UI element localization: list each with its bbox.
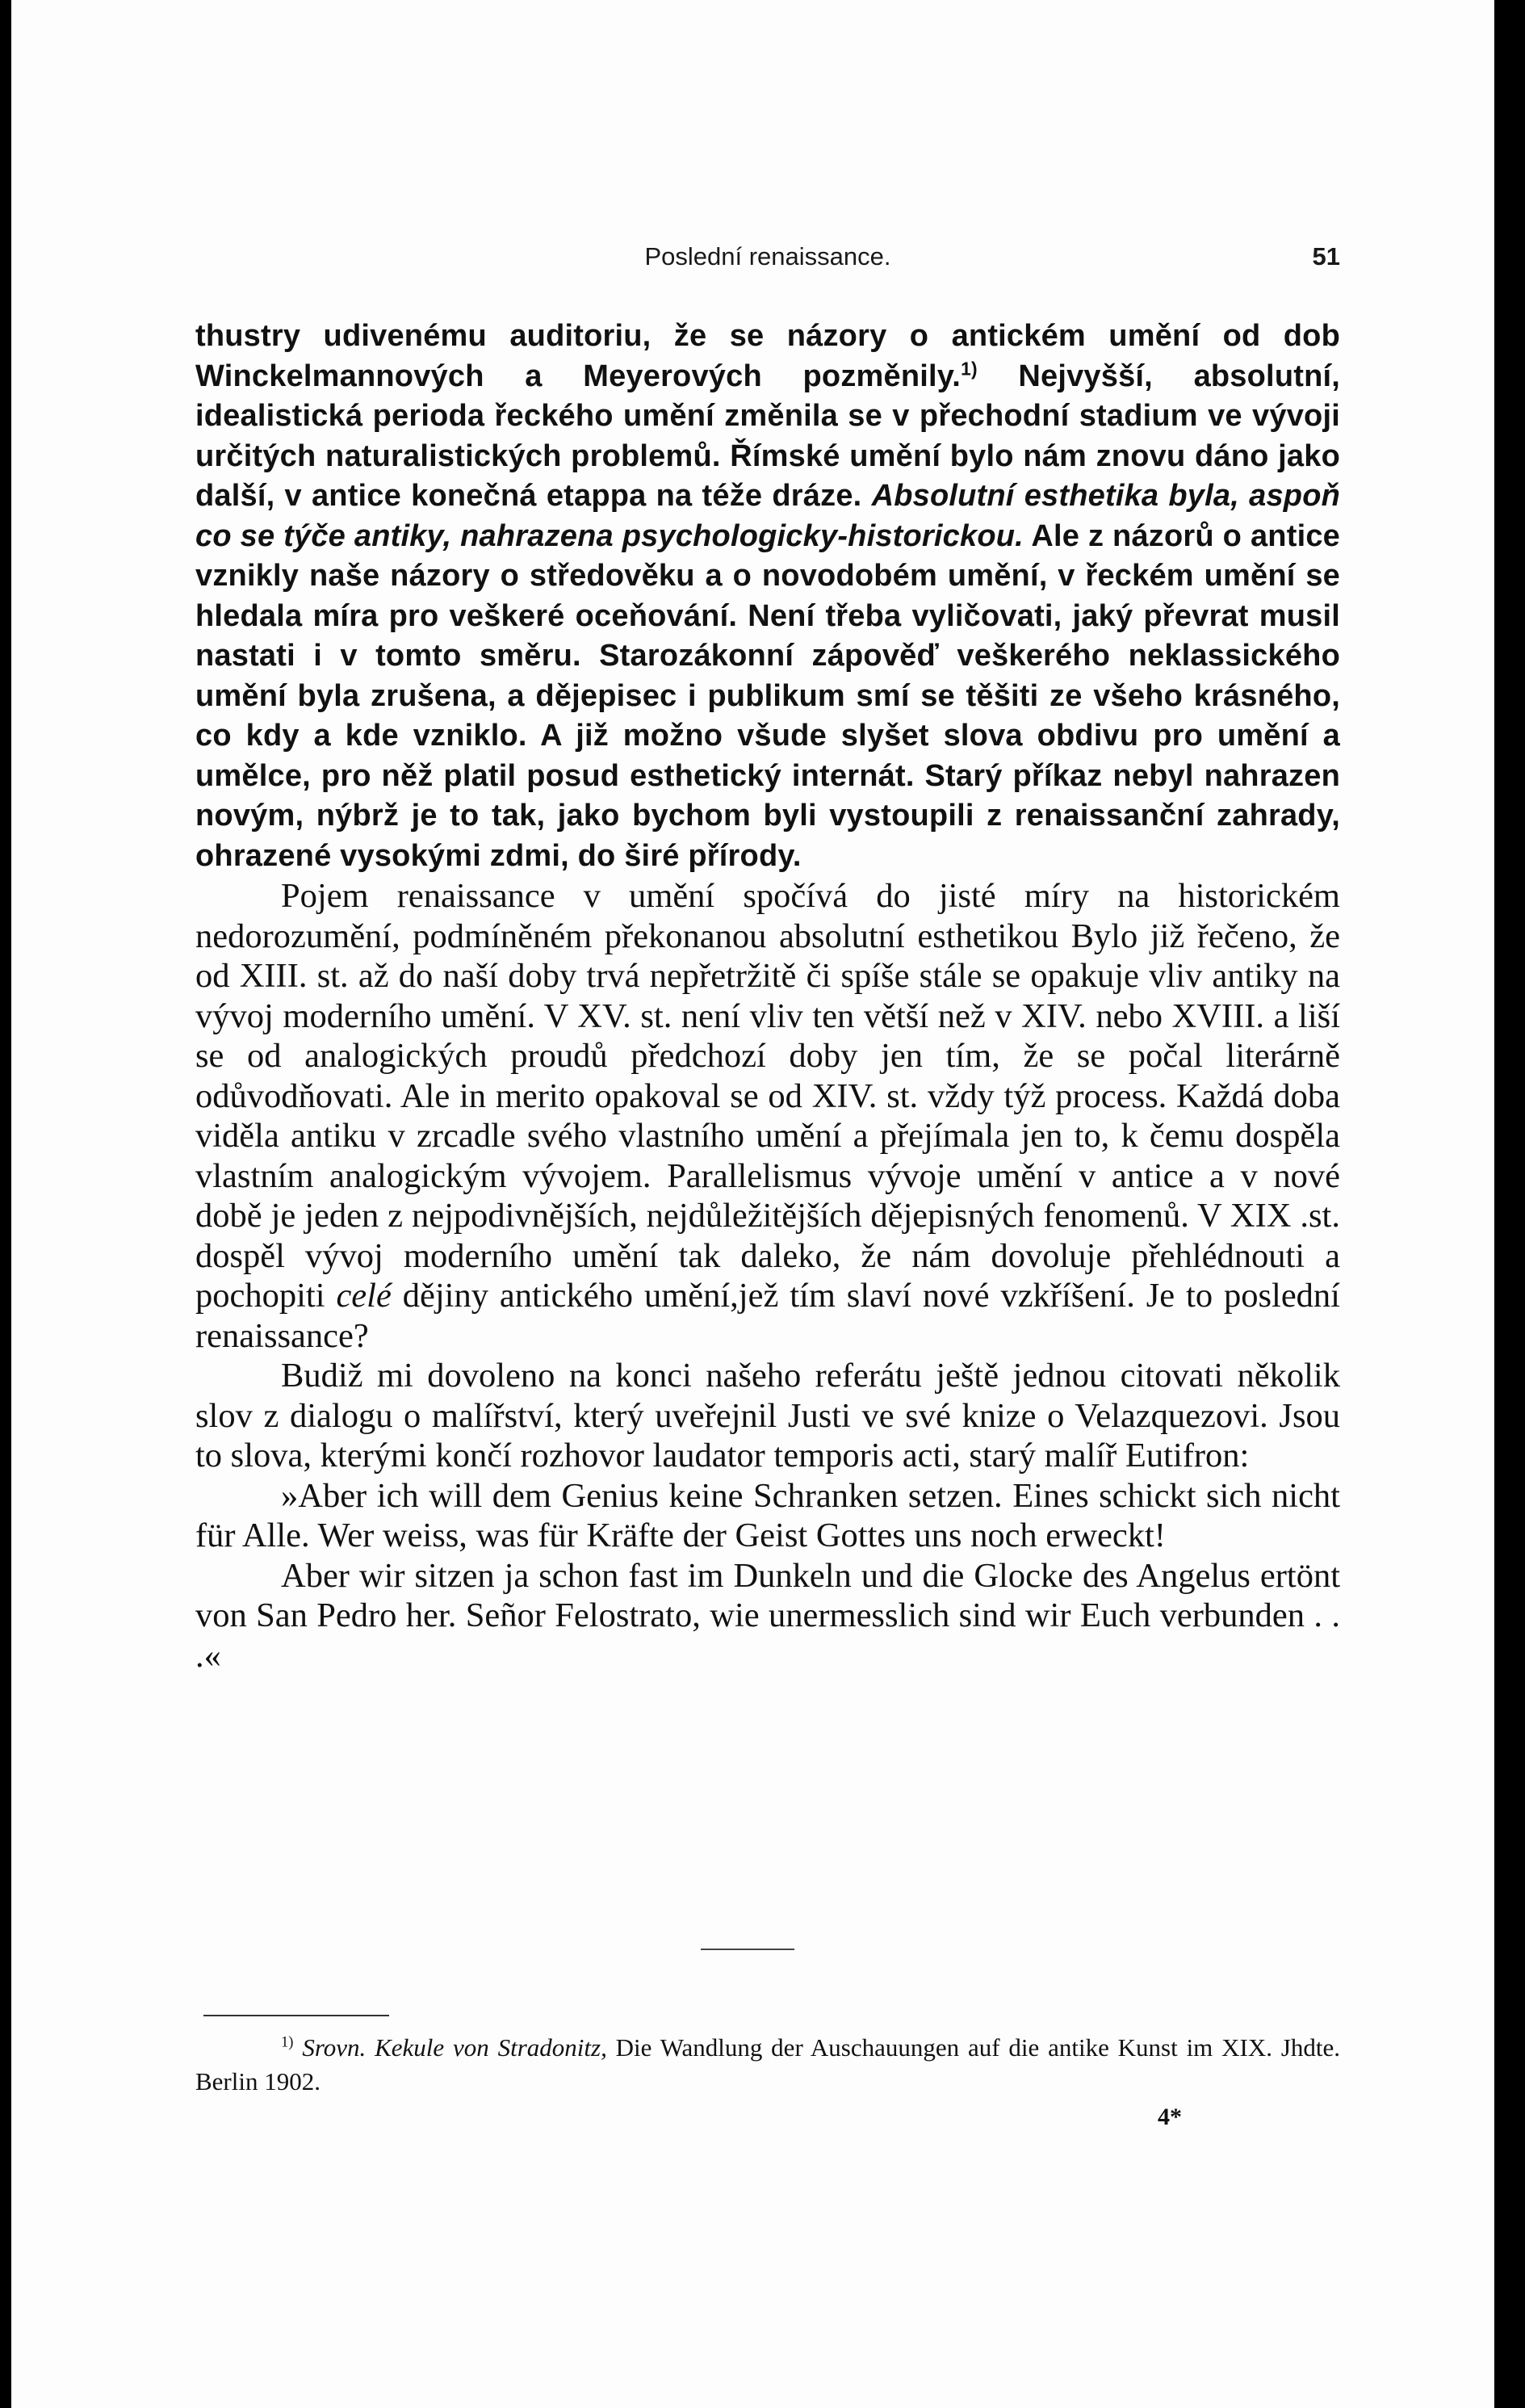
paragraph-1-text-a: thustry udivenému auditoriu, že se názory o antickém umění od dob Winckelmannových a Meyerových pozměnily. <box>195 319 1340 393</box>
section-divider <box>701 1949 794 1950</box>
paragraph-1-text-b: Nejvyšší, absolutní, idealistická perioda řeckého umění změnila se v přechodní stadium ve vývoji určitých naturalistických problemů. Římské umění bylo nám znovu dáno jako další, v antice konečná etappa na téže dráze. <box>195 359 1341 513</box>
footnote-citation-author: Srovn. Kekule von Stradonitz, <box>302 2033 607 2062</box>
page-number: 51 <box>1312 242 1340 271</box>
page-frame <box>11 0 1494 2408</box>
paragraph-2-emphasis: celé <box>336 1277 392 1315</box>
page-header <box>195 242 1340 283</box>
footnote-reference[interactable]: 1) <box>961 357 978 379</box>
body-text <box>195 317 1340 1676</box>
running-title: Poslední renaissance. <box>644 242 891 271</box>
footnote-divider <box>203 2015 389 2016</box>
footnote-marker: 1) <box>281 2033 294 2051</box>
paragraph-1 <box>195 317 1340 876</box>
footnote-text <box>195 2031 1340 2099</box>
paragraph-3: Budiž mi dovoleno na konci našeho referátu ještě jednou citovati několik slov z dialogu o malířství, který uveřejnil Justi ve své knize o Velazquezovi. Jsou to slova, kterými končí rozhovor laudator temporis acti, starý malíř Eutifron: <box>195 1357 1340 1475</box>
quote-paragraph-1: »Aber ich will dem Genius keine Schranken setzen. Eines schickt sich nicht für Alle. Wer weiss, was für Kräfte der Geist Gottes uns noch erweckt! <box>195 1476 1340 1554</box>
printer-signature-mark: 4* <box>1158 2104 1182 2130</box>
paragraph-1-emphasis: Absolutní esthetika byla, aspoň co se týče antiky, nahrazena psychologicky-historickou. <box>195 479 1341 553</box>
paragraph-1-text-d: Ale z názorů o antice vznikly naše názory o středověku a o novodobém umění, v řeckém umění se hledala míra pro veškeré oceňování. Není třeba vyličovati, jaký převrat musil nastati i v tomto směru. Starozákonní zápověď veškerého neklassického umění byla zrušena, a dějepisec i publikum smí se těšiti ze všeho krásného, co kdy a kde vzniklo. A již možno všude slyšet slova obdivu pro umění a umělce, pro něž platil posud esthetický internát. Starý příkaz nebyl nahrazen novým, nýbrž je to tak, jako bychom byli vystoupili z renaissanční zahrady, ohrazené vysokými zdmi, do širé přírody. <box>195 518 1340 873</box>
quote-paragraph-2: Aber wir sitzen ja schon fast im Dunkeln und die Glocke des Angelus ertönt von San Pedro her. Señor Felostrato, wie unermesslich sind wir Euch verbunden . . .« <box>195 1556 1340 1675</box>
footnote-citation-title: Die Wandlung der Auschauungen auf die antike Kunst im XIX. Jhdte. Berlin 1902. <box>195 2033 1341 2095</box>
book-page <box>11 0 1494 2408</box>
footnote <box>195 2031 1340 2099</box>
paragraph-2 <box>195 876 1340 1356</box>
paragraph-2-text-c: dějiny antického umění,jež tím slaví nové vzkříšení. Je to poslední renaissance? <box>195 1277 1340 1355</box>
paragraph-2-text-a: Pojem renaissance v umění spočívá do jisté míry na historickém nedorozumění, podmíněném překonanou absolutní esthetikou Bylo již řečeno, že od XIII. st. až do naší doby trvá nepřetržitě či spíše stále se opakuje vliv antiky na vývoj moderního umění. V XV. st. není vliv ten větší než v XIV. nebo XVIII. a liší se od analogických proudů předchozí doby jen tím, že se počal literárně odůvodňovati. Ale in merito opakoval se od XIV. st. vždy týž process. Každá doba viděla antiku v zrcadle svého vlastního umění a přejímala jen to, k čemu dospěla vlastním analogickým vývojem. Parallelismus vývoje umění v antice a v nové době je jeden z nejpodivnějších, nejdůležitějších dějepisných fenomenů. V XIX .st. dospěl vývoj moderního umění tak daleko, že nám dovoluje přehlédnouti a pochopiti <box>195 877 1340 1315</box>
